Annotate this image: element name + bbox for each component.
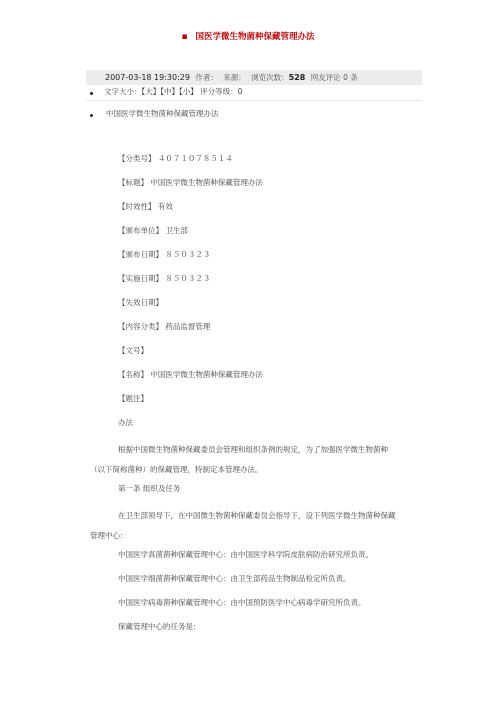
body-paragraph: 第一条 组织及任务 [118,484,181,493]
document-heading: 中国医学微生物菌种保藏管理办法 [106,109,219,118]
divider [86,100,422,101]
font-size-label: 文字大小： [104,87,142,96]
field-title: 【标题】 中国医学微生物菌种保藏管理办法 [118,178,263,187]
bullet-icon [90,92,93,95]
comments-link[interactable]: 网友评论 0 条 [310,73,358,82]
article-meta [86,70,422,85]
bullet-icon [90,114,93,117]
field-category-number: 【分类号】 ４０７１０７８５１４ [118,154,233,163]
rating-text: 评分等级：0 [200,87,243,96]
field-content-category: 【内容分类】 药品监督管理 [118,322,211,331]
field-note: 【题注】 [118,394,148,403]
body-paragraph: 在卫生部领导下，在中国微生物菌种保藏委员会指导下，设下列医学微生物菌种保藏管理中心： [90,511,396,540]
font-size-large-button[interactable]: 【大】 [141,87,161,96]
publish-datetime: 2007-03-18 19:30:29 [105,73,190,82]
body-paragraph: 中国医学细菌菌种保藏管理中心：由卫生部药品生物制品检定所负责。 [118,574,351,583]
article-title[interactable]: 国医学微生物菌种保藏管理办法 [195,32,315,42]
field-document-number: 【文号】 [118,346,148,355]
font-size-medium-button[interactable]: 【中】 [160,87,179,96]
body-paragraph: 保藏管理中心的任务是： [118,622,201,631]
field-issuer: 【颁布单位】 卫生部 [118,226,188,235]
body-paragraph: 根据中国微生物菌种保藏委员会管理和组织条例的规定，为了加强医学微生物菌种（以下简称菌种）的保藏管理，特制定本管理办法。 [90,445,388,474]
font-size-small-button[interactable]: 【小】 [179,87,198,96]
source-label: 来源： [223,73,246,82]
views-count: 528 [288,73,306,82]
author-label: 作者： [195,73,218,82]
body-paragraph: 中国医学病毒菌种保藏管理中心：由中国预防医学中心病毒学研究所负责。 [118,598,366,607]
field-issue-date: 【颁布日期】 ８５０３２３ [118,250,211,259]
views-label: 浏览次数： [251,73,289,82]
font-size-row [104,86,242,98]
field-effective-date: 【实施日期】 ８５０３２３ [118,274,211,283]
field-expiry-date: 【失效日期】 [118,298,163,307]
body-paragraph: 中国医学真菌菌种保藏管理中心：由中国医学科学院皮肤病防治研究所负责。 [118,550,373,559]
body-paragraph: 办法 [118,418,133,427]
field-validity: 【时效性】 有效 [118,202,173,211]
article-title-row [0,30,496,44]
bullet-icon: ▪ [181,32,188,42]
field-name: 【名称】 中国医学微生物菌种保藏管理办法 [118,370,263,379]
